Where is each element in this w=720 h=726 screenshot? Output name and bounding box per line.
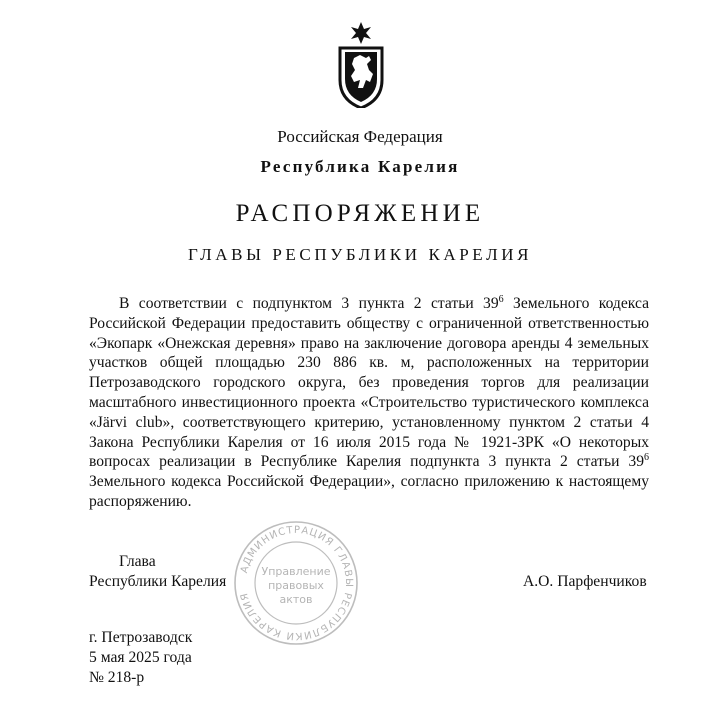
signer-name: А.О. Парфенчиков [523, 573, 647, 590]
signer-title-line-1: Глава [119, 553, 156, 570]
order-text-part-2: Земельного кодекса Российской Федерации предоставить обществу с ограниченной ответственностью «Экопарк «Онежская деревня» право на заключение договора аренды 4 земельных участков общей площадью 230 886 кв. м, расположенных на территории Петрозаводского городского округа, без проведения торгов для реализации масштабного инвестиционного проекта «Строительство туристического комплекса «Järvi club», соответствующего критерию, установленному пунктом 2 статьи 4 Закона Республики Карелия от 16 июля 2015 года № 1921-ЗРК «О некоторых вопросах реализации в Республике Карелия подпункта 3 пункта 2 статьи 39 [89, 295, 649, 471]
stamp-ring-text: АДМИНИСТРАЦИЯ ГЛАВЫ РЕСПУБЛИКИ КАРЕЛИЯ [238, 524, 355, 642]
order-text [89, 294, 649, 512]
issue-city: г. Петрозаводск [89, 629, 193, 646]
document-number: № 218-р [89, 669, 145, 686]
signer-title-line-2: Республики Карелия [89, 573, 227, 590]
superscript-2: 6 [644, 452, 649, 464]
document-type: РАСПОРЯЖЕНИЕ [235, 200, 485, 227]
official-stamp [232, 519, 360, 647]
stamp-center-line-3: актов [279, 593, 313, 606]
stamp-center-line-2: правовых [268, 579, 324, 592]
issuing-authority: ГЛАВЫ РЕСПУБЛИКИ КАРЕЛИЯ [187, 245, 533, 264]
karelia-coat-of-arms-icon [336, 22, 386, 108]
order-text-part-3: Земельного кодекса Российской Федерации», согласно приложению к настоящему распоряжению. [89, 473, 649, 510]
order-text-part-1: В соответствии с подпунктом 3 пункта 2 статьи 39 [119, 295, 499, 312]
republic-name: Республика Карелия [260, 157, 460, 176]
issue-date: 5 мая 2025 года [89, 649, 192, 666]
document-details [89, 628, 192, 688]
country-name: Российская Федерация [277, 127, 443, 146]
stamp-center-line-1: Управление [261, 565, 331, 578]
superscript-1: 6 [498, 294, 504, 305]
